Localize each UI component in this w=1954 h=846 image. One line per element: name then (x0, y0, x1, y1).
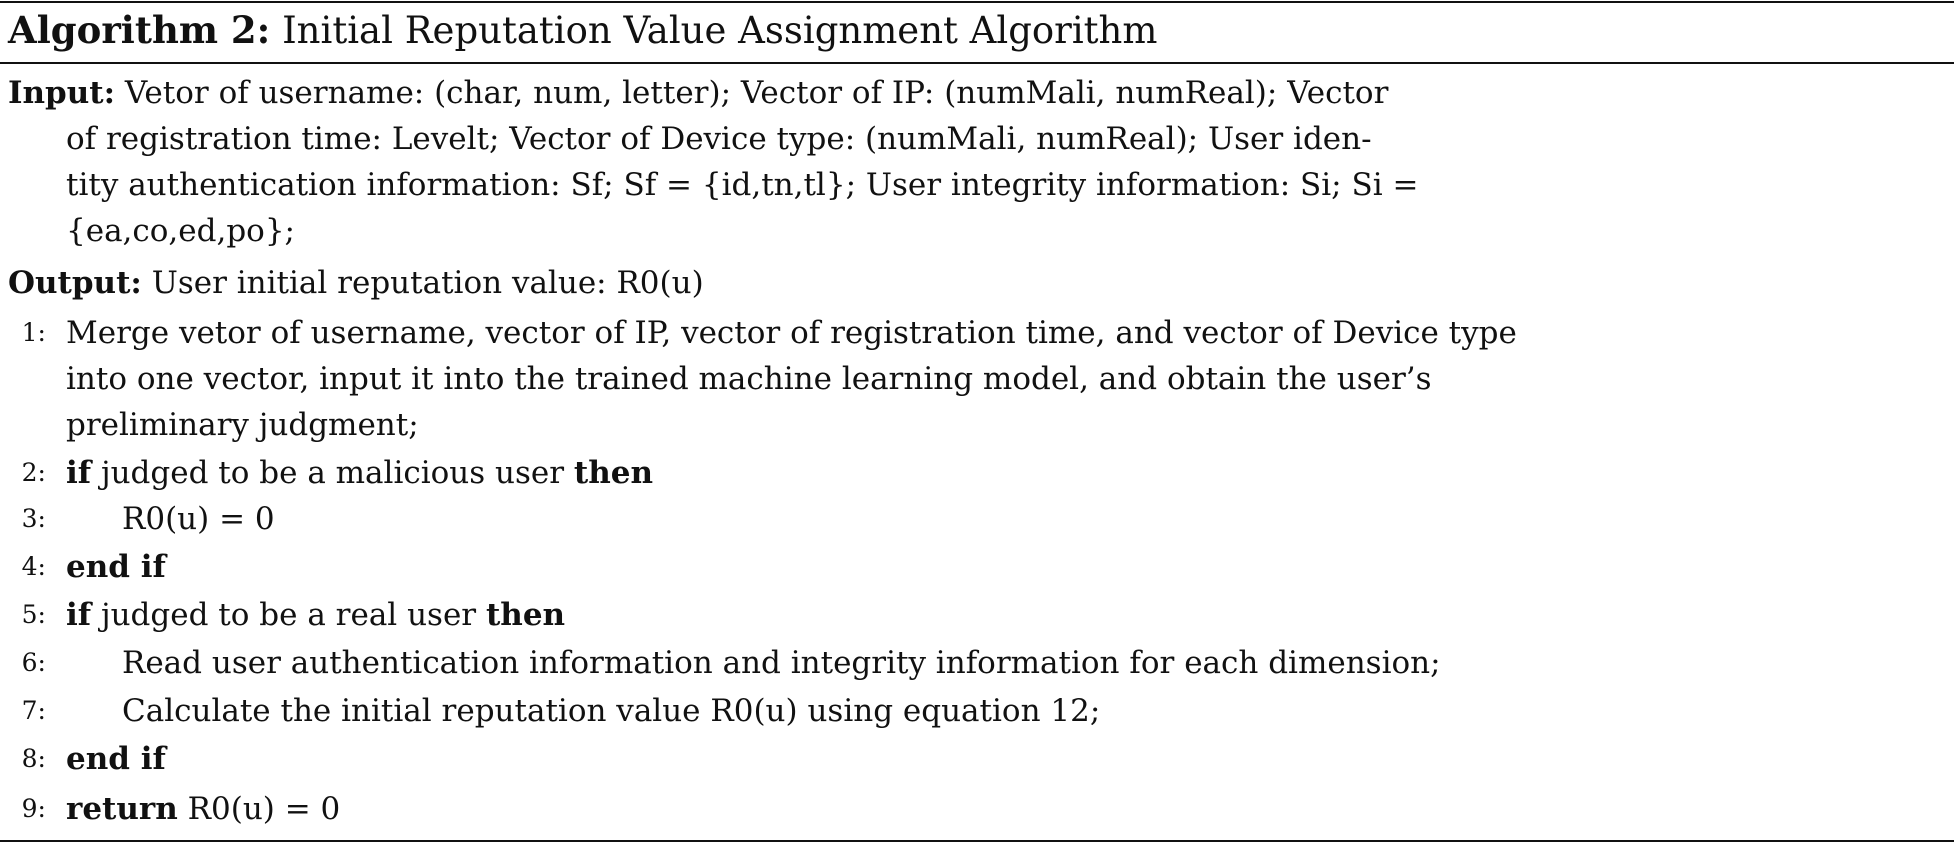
step-5-line (66, 592, 565, 638)
algorithm-title (8, 6, 1157, 55)
step-3-number: 3: (21, 504, 46, 533)
input-line-1 (8, 70, 1388, 116)
input-text-4: {ea,co,ed,po}; (66, 213, 296, 249)
step-3-math: R0(u) = 0 (122, 501, 275, 537)
input-label: Input: (8, 75, 116, 111)
algorithm-name: Initial Reputation Value Assignment Algorithm (282, 9, 1158, 52)
step-4-kw-end-if: end if (66, 549, 166, 585)
bottom-rule (0, 840, 1954, 842)
step-9-kw-return: return (66, 791, 178, 827)
step-5-number: 5: (21, 600, 46, 629)
step-6-text: Read user authentication information and integrity information for each dimension; (122, 645, 1441, 681)
step-2-text: judged to be a malicious user (100, 455, 565, 491)
step-7-number: 7: (21, 696, 46, 725)
step-9-line (66, 786, 340, 832)
step-9-number: 9: (21, 794, 46, 823)
input-text-3: tity authentication information: Sf; Sf = {id,tn,tl}; User integrity information: Si; Si = (66, 167, 1419, 203)
output-label: Output: (8, 265, 142, 301)
step-1-text-3: preliminary judgment; (66, 407, 419, 443)
step-8-kw-end-if: end if (66, 741, 166, 777)
step-9-math: R0(u) = 0 (187, 791, 341, 827)
step-2-line (66, 450, 653, 496)
step-6-number: 6: (21, 648, 46, 677)
step-4-number: 4: (21, 552, 46, 581)
output-line (8, 260, 704, 306)
step-8-number: 8: (21, 744, 46, 773)
top-rule (0, 1, 1954, 3)
step-5-kw-then: then (485, 597, 566, 633)
step-1-text-1: Merge vetor of username, vector of IP, vector of registration time, and vector of Device type (66, 315, 1517, 351)
step-2-number: 2: (21, 458, 46, 487)
step-1-text-2: into one vector, input it into the trained machine learning model, and obtain the user’s (66, 361, 1432, 397)
step-5-text: judged to be a real user (100, 597, 477, 633)
input-text-2: of registration time: Levelt; Vector of Device type: (numMali, numReal); User iden- (66, 121, 1372, 157)
step-2-kw-then: then (573, 455, 654, 491)
algorithm-label: Algorithm 2: (8, 8, 271, 52)
step-2-kw-if: if (66, 455, 92, 491)
title-rule (0, 62, 1954, 64)
step-5-kw-if: if (66, 597, 92, 633)
step-1-number: 1: (21, 318, 46, 347)
input-text-1: Vetor of username: (char, num, letter); Vector of IP: (numMali, numReal); Vector (124, 75, 1389, 111)
output-text: User initial reputation value: R0(u) (151, 265, 704, 301)
step-7-text: Calculate the initial reputation value R0(u) using equation 12; (122, 693, 1101, 729)
